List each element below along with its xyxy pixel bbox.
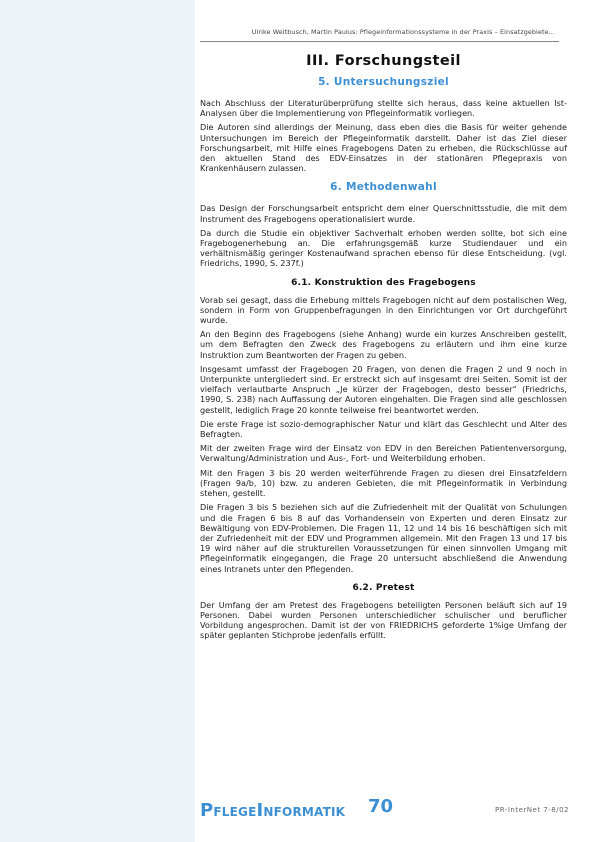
paragraph: Da durch die Studie ein objektiver Sachverhalt erhoben werden sollte, bot sich eine Fragebogenerhebung an. Die erfahrungsgemäß kurze Studiendauer und ein verhältnismäßig geringer Kostenaufwand sprachen ebenso für diese Entscheidung. (vgl. Friedrichs, 1990, S. 237f.) [200,227,567,269]
subsection-heading-6-1: 6.1. Konstruktion des Fragebogens [291,277,476,288]
paragraph: Mit den Fragen 3 bis 20 werden weiterführende Fragen zu diesen drei Einsatzfeldern (Fragen 9a/b, 10) bzw. zu anderen Gebieten, die mit Pflegeinformatik in Verbindung stehen, gestellt. [200,467,567,499]
issue-label: PR-InterNet 7-8/02 [495,806,569,814]
header-rule [200,41,559,42]
journal-logo: PFLEGEINFORMATIK [200,800,346,821]
paragraph: Die Fragen 3 bis 5 beziehen sich auf die Zufriedenheit mit der Qualität von Schulungen und die Fragen 6 bis 8 auf das Vorhandensein von Experten und deren Einsatz zur Bewältigung von EDV-Problemen. Die Fragen 11, 12 und 14 bis 16 beschäftigen sich mit der Zufriedenheit mit der EDV und Programmen allgemein. Mit den Fragen 13 und 17 bis 19 wird näher auf die strukturellen Voraussetzungen für einen sinnvollen Umgang mit Pflegeinformatik eingegangen, die Frage 20 untersucht abschließend die Anwendung eines Intranets unter den Pflegenden. [200,502,567,574]
paragraph: Die erste Frage ist sozio-demographischer Natur und klärt das Geschlecht und Alter des Befragten. [200,418,567,440]
paragraph: Der Umfang der am Pretest des Fragebogens beteiligten Personen beläuft sich auf 19 Personen. Dabei wurden Personen unterschiedlicher schulischer und beruflicher Vorbildung angesprochen. Damit ist der von FRIEDRICHS geforderte 1%ige Umfang der später geplanten Stichprobe jedenfalls erfüllt. [200,599,567,641]
left-margin-panel [0,0,195,842]
section-heading-5: 5. Untersuchungsziel [318,76,449,88]
part-title: III. Forschungsteil [306,53,461,69]
paragraph: Die Autoren sind allerdings der Meinung, dass eben dies die Basis für weiter gehende Untersuchungen im Bereich der Pflegeinformatik darstellt. Daher ist das Ziel dieser Forschungsarbeit, mit Hilfe eines Fragebogens Daten zu erheben, die Rückschlüsse auf den aktuellen Stand des EDV-Einsatzes in der stationären Pflegepraxis von Krankenhäusern zulassen. [200,122,567,174]
paragraph: Das Design der Forschungsarbeit entspricht dem einer Querschnittsstudie, die mit dem Instrument des Fragebogens operationalisiert wurde. [200,203,567,224]
running-header: Ulrike Weitbusch, Martin Paulus: Pflegeinformationssysteme in der Praxis – Einsatzgebiete... [251,28,555,36]
page-footer [200,796,569,824]
subsection-heading-6-2: 6.2. Pretest [352,582,415,593]
paragraph: An den Beginn des Fragebogens (siehe Anhang) wurde ein kurzes Anschreiben gestellt, um dem Befragten den Zweck des Fragebogens zu erläutern und ihm eine kurze Instruktion zum Beantworten der Fragen zu geben. [200,329,567,360]
page-number: 70 [368,796,394,817]
paragraph: Insgesamt umfasst der Fragebogen 20 Fragen, von denen die Fragen 2 und 9 noch in Unterpunkte untergliedert sind. Er erstreckt sich auf insgesamt drei Seiten. Somit ist der vielfach verlautbarte Anspruch „Je kürzer der Fragebogen, desto besser“ (Friedrichs, 1990, S. 238) nach Auffassung der Autoren eingehalten. Die Fragen sind alle geschlossen gestellt, lediglich Frage 20 konnte teilweise frei beantwortet werden. [200,363,567,415]
section-heading-6: 6. Methodenwahl [330,181,437,194]
paragraph: Vorab sei gesagt, dass die Erhebung mittels Fragebogen nicht auf dem postalischen Weg, sondern in Form von Gruppenbefragungen in den Einrichtungen vor Ort durchgeführt wurde. [200,294,567,326]
article-body [200,48,567,645]
paragraph: Mit der zweiten Frage wird der Einsatz von EDV in den Bereichen Patientenversorgung, Verwaltung/Administration und Aus-, Fort- und Weiterbildung erhoben. [200,443,567,464]
paragraph: Nach Abschluss der Literaturüberprüfung stellte sich heraus, dass keine aktuellen Ist-Analysen über die Implementierung von Pflegeinformatik vorliegen. [200,98,567,119]
